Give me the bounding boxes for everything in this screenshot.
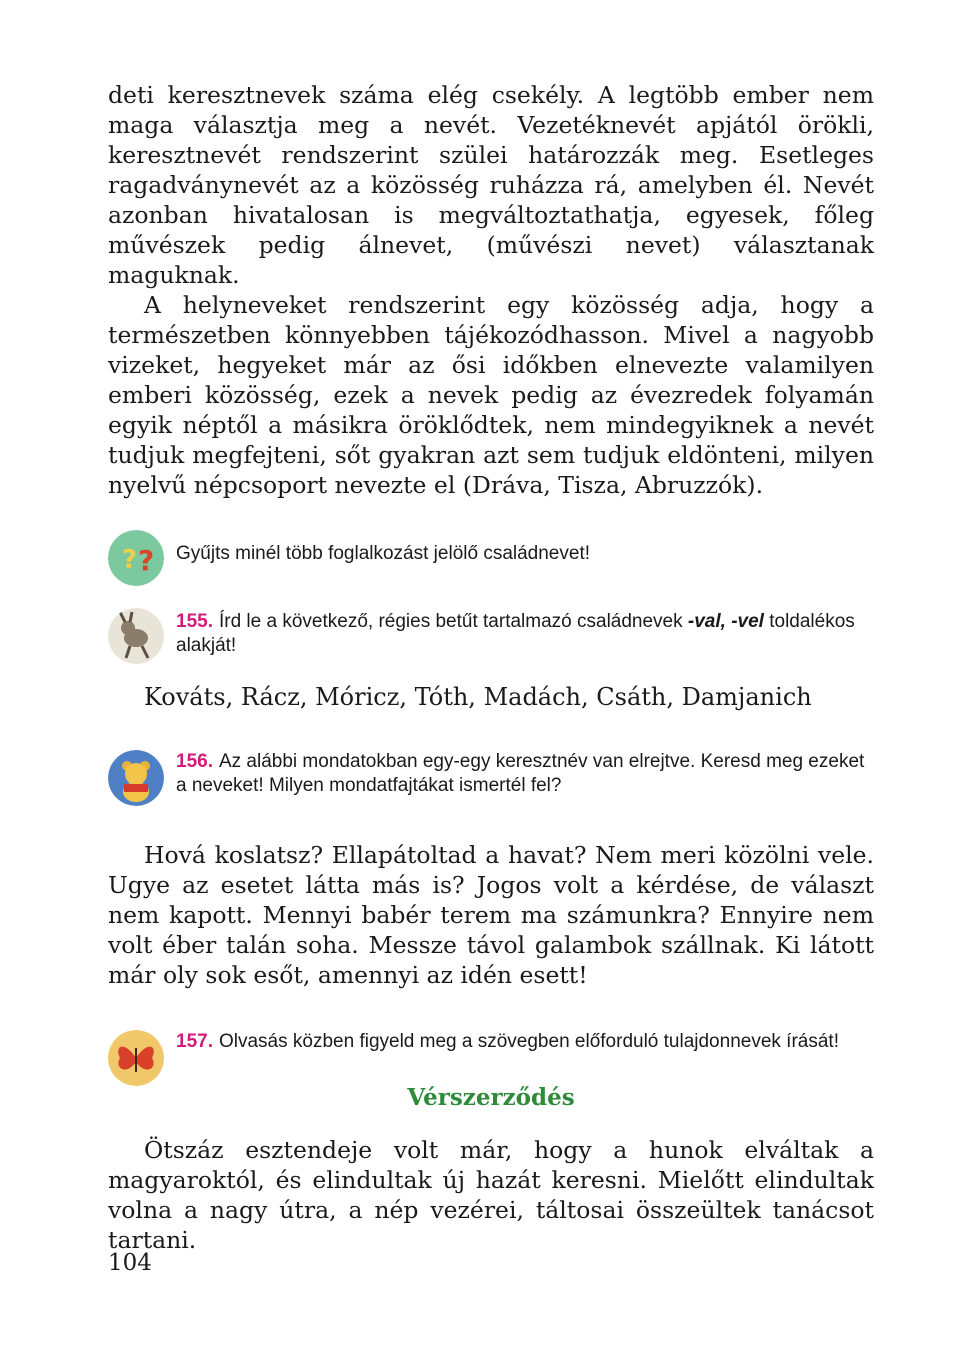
svg-text:?: ? [122, 545, 138, 575]
suffix-highlight: -val, -vel [687, 611, 764, 632]
task-156-text: 156. Az alábbi mondatokban egy-egy keresztnév van elrejtve. Keresd meg ezeket a neveket! Milyen mondatfajtákat ismertél fel? [176, 751, 865, 796]
svg-text:?: ? [138, 544, 155, 577]
task-number: 155. [176, 611, 213, 632]
butterfly-icon [108, 1030, 164, 1086]
task-quiz [108, 542, 874, 577]
donkey-icon [108, 608, 164, 664]
task-number: 156. [176, 751, 213, 772]
task-155-text: 155. Írd le a következő, régies betűt tartalmazó családnevek -val, -vel toldalékos alakját! [176, 611, 855, 656]
bear-icon [108, 750, 164, 806]
names-line: Kováts, Rácz, Móricz, Tóth, Madách, Csáth, Damjanich [144, 683, 812, 711]
task-157-text: 157. Olvasás közben figyeld meg a szövegben előforduló tulajdonnevek írását! [176, 1031, 839, 1052]
paragraph-place-names: A helyneveket rendszerint egy közösség adja, hogy a természetben könnyebben tájékozódhasson. Mivel a nagyobb vizeket, hegyeket már az ősi időkben elnevezte valamilyen emberi közösség, ezek a nevek pedig az évezredek folyamán egyik néptől a másikra öröklődtek, nem mindegyiknek a nevét tudjuk megfejteni, sőt gyakran azt sem tudjuk eldönteni, milyen nyelvű népcsoport nevezte el (Dráva, Tisza, Abruzzók). [108, 291, 874, 499]
page-number: 104 [108, 1250, 152, 1276]
task-number: 157. [176, 1031, 213, 1052]
paragraph-names-intro: deti keresztnevek száma elég csekély. A legtöbb ember nem maga választja meg a nevét. Vezetéknevét apjától örökli, keresztnevét rendszerint szülei határozzák meg. Esetleges ragadványnevét az a közösség ruházza rá, amelyben él. Nevét azonban hivatalosan is megváltoztathatja, egyesek, főleg művészek pedig álnevet, (művészi nevet) választanak maguknak. [108, 81, 874, 289]
task-156 [108, 750, 874, 798]
paragraph-hidden-names: Hová koslatsz? Ellapátoltad a havat? Nem meri közölni vele. Ugye az esetet látta más is? Jogos volt a kérdése, de választ nem kapott. Mennyi babér terem ma számunkra? Ennyire nem volt éber talán soha. Messze távol galambok szállnak. Ki látott már oly sok esőt, amennyi az idén esett! [108, 841, 874, 989]
task-157 [108, 1030, 874, 1054]
task-155 [108, 610, 874, 658]
section-title: Vérszerződés [407, 1084, 575, 1111]
task-quiz-text: Gyűjts minél több foglalkozást jelölő családnevet! [176, 543, 591, 564]
page-body [108, 80, 874, 1255]
question-marks-icon [108, 530, 164, 586]
paragraph-story: Ötszáz esztendeje volt már, hogy a hunok elváltak a magyaroktól, és elindultak új hazát keresni. Mielőtt elindultak volna a nagy útra, a nép vezérei, táltosai összeültek tanácsot tartani. [108, 1136, 874, 1254]
